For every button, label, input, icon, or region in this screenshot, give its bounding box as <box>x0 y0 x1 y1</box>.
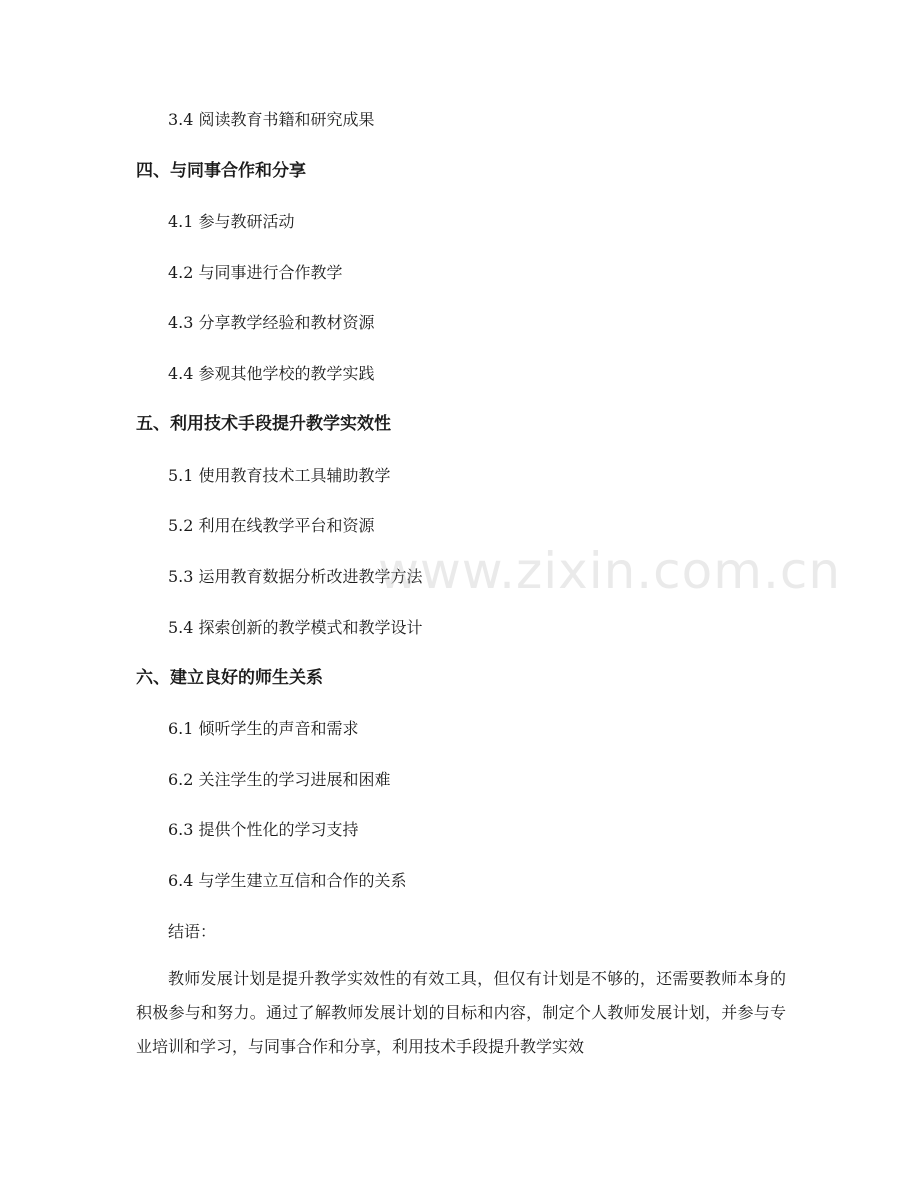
list-item: 4.1 参与教研活动 <box>168 212 295 231</box>
section-heading: 四、与同事合作和分享 <box>136 161 306 181</box>
list-item: 6.4 与学生建立互信和合作的关系 <box>168 871 407 890</box>
list-item: 4.4 参观其他学校的教学实践 <box>168 364 375 383</box>
conclusion-label: 结语： <box>168 922 217 941</box>
list-item: 5.1 使用教育技术工具辅助教学 <box>168 466 391 485</box>
list-item: 5.3 运用教育数据分析改进教学方法 <box>168 567 423 586</box>
list-item: 4.3 分享教学经验和教材资源 <box>168 313 375 332</box>
watermark: www.zixin.com.cn <box>378 542 842 600</box>
section-heading: 六、建立良好的师生关系 <box>136 668 323 688</box>
list-item: 4.2 与同事进行合作教学 <box>168 263 343 282</box>
list-item: 3.4 阅读教育书籍和研究成果 <box>168 110 375 129</box>
conclusion-paragraph: 教师发展计划是提升教学实效性的有效工具，但仅有计划是不够的，还需要教师本身的积极参与和努力。通过了解教师发展计划的目标和内容，制定个人教师发展计划，并参与专业培训和学习，与同事合作和分享，利用技术手段提升教学实效 <box>136 969 786 1056</box>
list-item: 6.3 提供个性化的学习支持 <box>168 820 359 839</box>
list-item: 5.2 利用在线教学平台和资源 <box>168 516 375 535</box>
list-item: 5.4 探索创新的教学模式和教学设计 <box>168 618 423 637</box>
list-item: 6.1 倾听学生的声音和需求 <box>168 719 359 738</box>
section-heading: 五、利用技术手段提升教学实效性 <box>136 414 391 434</box>
list-item: 6.2 关注学生的学习进展和困难 <box>168 770 391 789</box>
